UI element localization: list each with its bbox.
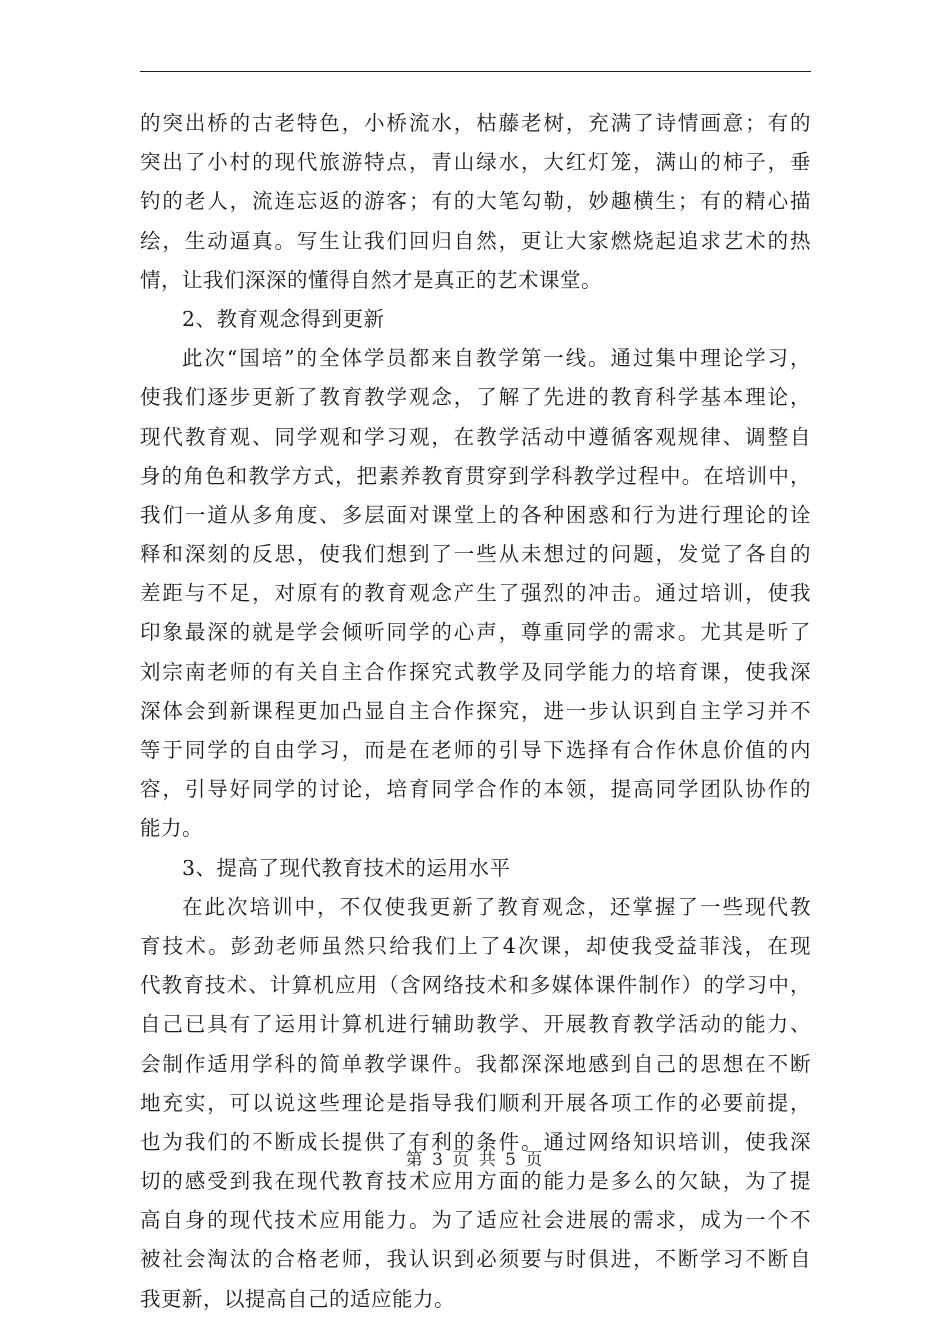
- text-line: 代教育技术、计算机应用（含网络技术和多媒体课件制作）的学习中，: [140, 973, 811, 998]
- text-line: 育技术。彭劲老师虽然只给我们上了4次课，却使我受益菲浅，在现: [140, 933, 811, 958]
- text-line: 被社会淘汰的合格老师，我认识到必须要与时俱进，不断学习不断自: [140, 1247, 811, 1272]
- text-line: 能力。: [140, 816, 203, 841]
- section-heading: [140, 849, 811, 888]
- paragraph: [140, 888, 811, 1319]
- text-line: 自己已具有了运用计算机进行辅助教学、开展教育教学活动的能力、: [140, 1012, 811, 1037]
- text-line: 绘，生动逼真。写生让我们回归自然，更让大家燃烧起追求艺术的热: [140, 228, 811, 253]
- text-line: 情，让我们深深的懂得自然才是真正的艺术课堂。: [140, 267, 602, 292]
- text-line: 印象最深的就是学会倾听同学的心声，尊重同学的需求。尤其是听了: [140, 620, 811, 645]
- text-line: 释和深刻的反思，使我们想到了一些从未想过的问题，发觉了各自的: [140, 542, 811, 567]
- text-line: 我们一道从多角度、多层面对课堂上的各种困惑和行为进行理论的诠: [140, 502, 811, 527]
- text-line: 在此次培训中，不仅使我更新了教育观念，还掌握了一些现代教: [182, 894, 811, 919]
- page-number-footer: 第 3 页 共 5 页: [405, 1150, 545, 1170]
- text-line: 使我们逐步更新了教育教学观念，了解了先进的教育科学基本理论，: [140, 385, 811, 410]
- text-line: 地充实，可以说这些理论是指导我们顺利开展各项工作的必要前提，: [140, 1090, 811, 1115]
- text-line: 钓的老人，流连忘返的游客；有的大笔勾勒，妙趣横生；有的精心描: [140, 189, 811, 214]
- header-rule: [140, 71, 811, 72]
- text-line: 切的感受到我在现代教育技术应用方面的能力是多么的欠缺，为了提: [140, 1169, 811, 1194]
- text-line: 也为我们的不断成长提供了有利的条件。通过网络知识培训，使我深: [140, 1129, 811, 1154]
- heading-text: 3、提高了现代教育技术的运用水平: [182, 855, 511, 880]
- document-body: [140, 104, 811, 1319]
- heading-text: 2、教育观念得到更新: [182, 306, 385, 331]
- section-heading: [140, 300, 811, 339]
- text-line: 深体会到新课程更加凸显自主合作探究，进一步认识到自主学习并不: [140, 698, 811, 723]
- text-line: 此次“国培”的全体学员都来自教学第一线。通过集中理论学习，: [182, 346, 811, 371]
- text-line: 会制作适用学科的简单教学课件。我都深深地感到自己的思想在不断: [140, 1051, 811, 1076]
- text-line: 突出了小村的现代旅游特点，青山绿水，大红灯笼，满山的柿子，垂: [140, 150, 811, 175]
- text-line: 容，引导好同学的讨论，培育同学合作的本领，提高同学团队协作的: [140, 777, 811, 802]
- text-line: 差距与不足，对原有的教育观念产生了强烈的冲击。通过培训，使我: [140, 581, 811, 606]
- text-line: 刘宗南老师的有关自主合作探究式教学及同学能力的培育课，使我深: [140, 659, 811, 684]
- paragraph: [140, 104, 811, 300]
- text-line: 现代教育观、同学观和学习观，在教学活动中遵循客观规律、调整自: [140, 424, 811, 449]
- text-line: 高自身的现代技术应用能力。为了适应社会进展的需求，成为一个不: [140, 1208, 811, 1233]
- paragraph: [140, 339, 811, 848]
- text-line: 我更新，以提高自己的适应能力。: [140, 1286, 455, 1311]
- text-line: 等于同学的自由学习，而是在老师的引导下选择有合作休息价值的内: [140, 738, 811, 762]
- text-line: 身的角色和教学方式，把素养教育贯穿到学科教学过程中。在培训中，: [140, 463, 811, 488]
- text-line: 的突出桥的古老特色，小桥流水，枯藤老树，充满了诗情画意；有的: [140, 111, 811, 135]
